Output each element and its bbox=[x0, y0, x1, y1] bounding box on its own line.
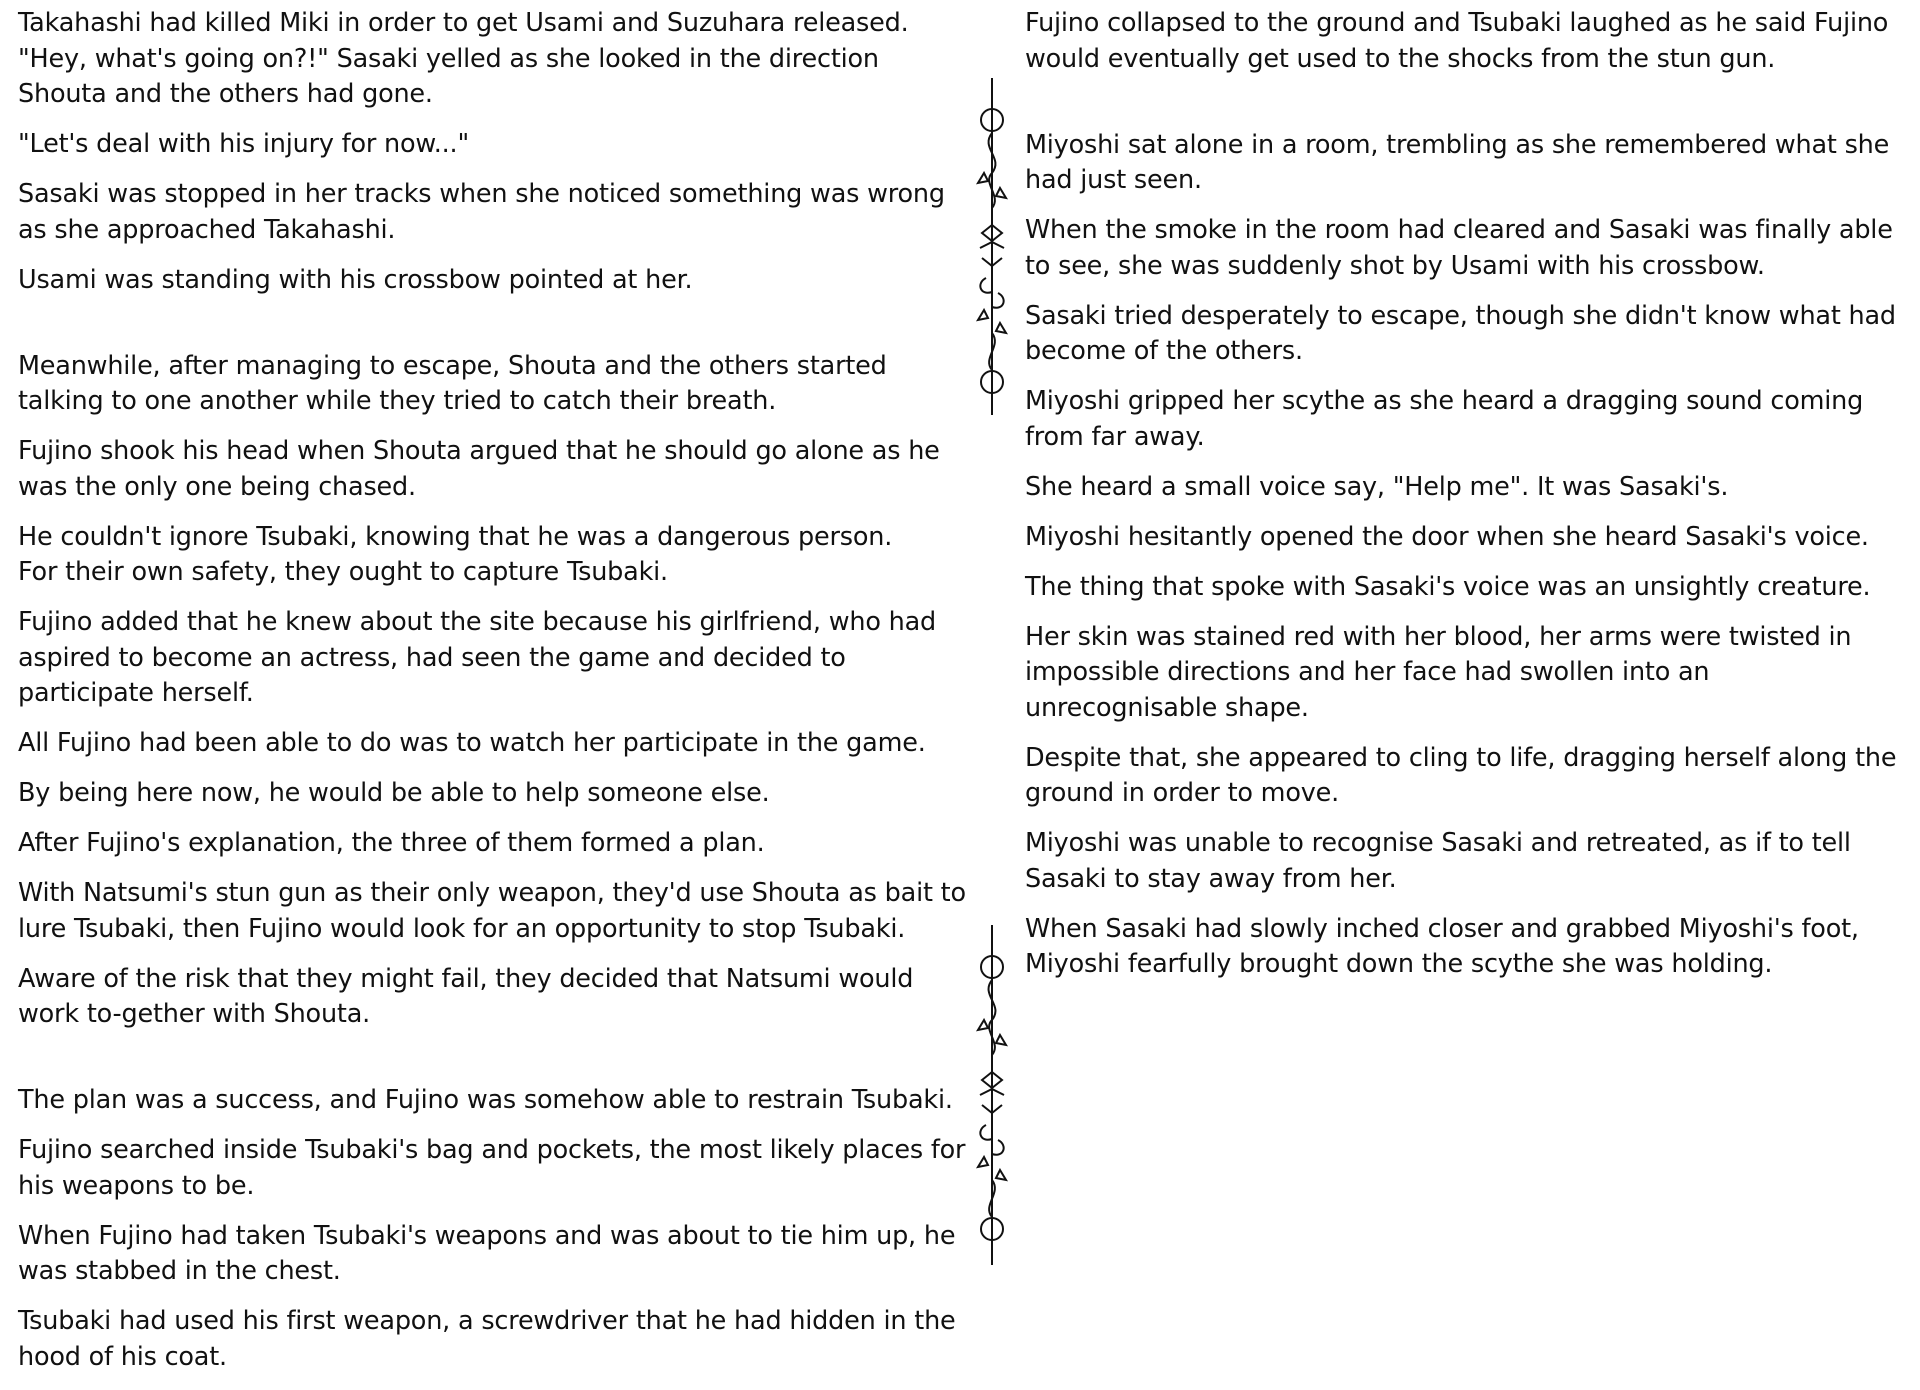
paragraph bbox=[18, 263, 970, 299]
paragraph bbox=[18, 127, 970, 163]
paragraph bbox=[1025, 470, 1905, 506]
paragraph-line: For their own safety, they ought to capture Tsubaki. bbox=[18, 557, 668, 587]
paragraph bbox=[1025, 741, 1905, 812]
paragraph bbox=[18, 349, 970, 420]
vine-divider-bottom-icon bbox=[962, 925, 1022, 1265]
paragraph bbox=[18, 434, 970, 505]
paragraph-line: Takahashi had killed Miki in order to get Usami and Suzuhara released. bbox=[18, 8, 909, 38]
paragraph bbox=[18, 1083, 970, 1119]
paragraph bbox=[18, 6, 970, 113]
paragraph-line: Fujino collapsed to the ground and Tsubaki laughed as he said Fujino would eventually get used to the shocks from the stun gun. bbox=[1025, 8, 1889, 74]
paragraph bbox=[18, 1133, 970, 1204]
paragraph bbox=[1025, 384, 1905, 455]
paragraph-line: Fujino added that he knew about the site because his girlfriend, who had aspired to become an actress, had seen the game and decided to participate herself. bbox=[18, 607, 937, 708]
paragraph-line: Aware of the risk that they might fail, they decided that Natsumi would work to-gether with Shouta. bbox=[18, 963, 914, 1029]
paragraph-line: When Fujino had taken Tsubaki's weapons and was about to tie him up, he was stabbed in the chest. bbox=[18, 1220, 956, 1286]
right-column bbox=[1025, 6, 1905, 997]
paragraph bbox=[1025, 299, 1905, 370]
paragraph-line: The thing that spoke with Sasaki's voice was an unsightly creature. bbox=[1025, 571, 1871, 602]
paragraph-line: Despite that, she appeared to cling to life, dragging herself along the ground in order to move. bbox=[1025, 742, 1897, 808]
paragraph bbox=[18, 776, 970, 812]
paragraph-line: All Fujino had been able to do was to watch her participate in the game. bbox=[18, 728, 926, 758]
paragraph bbox=[1025, 128, 1905, 199]
paragraph-line: Miyoshi was unable to recognise Sasaki and retreated, as if to tell Sasaki to stay away from her. bbox=[1025, 828, 1851, 894]
paragraph-line: Miyoshi sat alone in a room, trembling as she remembered what she had just seen. bbox=[1025, 129, 1890, 195]
paragraph bbox=[18, 876, 970, 947]
paragraph-line: Meanwhile, after managing to escape, Shouta and the others started talking to one another while they tried to catch their breath. bbox=[18, 350, 887, 416]
paragraph-line: The plan was a success, and Fujino was somehow able to restrain Tsubaki. bbox=[18, 1085, 953, 1115]
paragraph-line: Fujino shook his head when Shouta argued that he should go alone as he was the only one being chased. bbox=[18, 436, 940, 502]
paragraph-line: By being here now, he would be able to help someone else. bbox=[18, 778, 770, 808]
paragraph-line: Tsubaki had used his first weapon, a screwdriver that he had hidden in the hood of his coat. bbox=[18, 1306, 956, 1372]
paragraph bbox=[18, 1304, 970, 1375]
paragraph-line: When the smoke in the room had cleared and Sasaki was finally able to see, she was suddenly shot by Usami with his crossbow. bbox=[1025, 215, 1893, 281]
paragraph-line: When Sasaki had slowly inched closer and grabbed Miyoshi's foot, Miyoshi fearfully brought down the scythe she was holding. bbox=[1025, 913, 1859, 979]
paragraph-line: "Hey, what's going on?!" Sasaki yelled as she looked in the direction Shouta and the others had gone. bbox=[18, 43, 879, 109]
paragraph bbox=[1025, 826, 1905, 897]
paragraph-line: She heard a small voice say, "Help me". It was Sasaki's. bbox=[1025, 471, 1729, 502]
paragraph bbox=[1025, 912, 1905, 983]
paragraph bbox=[1025, 620, 1905, 727]
section-gap bbox=[1025, 92, 1905, 128]
paragraph-line: Sasaki was stopped in her tracks when she noticed something was wrong as she approached Takahashi. bbox=[18, 179, 945, 245]
paragraph bbox=[18, 726, 970, 762]
vine-divider-top-icon bbox=[962, 78, 1022, 415]
paragraph-line: With Natsumi's stun gun as their only weapon, they'd use Shouta as bait to lure Tsubaki, then Fujino would look for an opportunity to stop Tsubaki. bbox=[18, 878, 966, 944]
paragraph-line: "Let's deal with his injury for now..." bbox=[18, 129, 469, 159]
paragraph bbox=[18, 520, 970, 591]
paragraph bbox=[18, 1219, 970, 1290]
paragraph-line: He couldn't ignore Tsubaki, knowing that he was a dangerous person. bbox=[18, 521, 893, 552]
section-gap bbox=[18, 1047, 970, 1083]
paragraph-line: After Fujino's explanation, the three of them formed a plan. bbox=[18, 828, 765, 858]
paragraph bbox=[18, 826, 970, 862]
paragraph bbox=[1025, 213, 1905, 284]
paragraph bbox=[18, 177, 970, 248]
paragraph bbox=[1025, 520, 1905, 556]
paragraph bbox=[18, 605, 970, 712]
paragraph bbox=[18, 962, 970, 1033]
section-gap bbox=[18, 313, 970, 349]
left-column bbox=[18, 6, 970, 1390]
paragraph bbox=[1025, 570, 1905, 606]
paragraph-line: Sasaki tried desperately to escape, though she didn't know what had become of the others. bbox=[1025, 300, 1896, 366]
paragraph-line: Miyoshi gripped her scythe as she heard a dragging sound coming from far away. bbox=[1025, 386, 1864, 452]
paragraph bbox=[1025, 6, 1905, 77]
paragraph-line: Her skin was stained red with her blood, her arms were twisted in impossible directions and her face had swollen into an unrecognisable shape. bbox=[1025, 621, 1852, 723]
paragraph-line: Usami was standing with his crossbow pointed at her. bbox=[18, 264, 693, 295]
paragraph-line: Miyoshi hesitantly opened the door when she heard Sasaki's voice. bbox=[1025, 521, 1869, 552]
paragraph-line: Fujino searched inside Tsubaki's bag and pockets, the most likely places for his weapons to be. bbox=[18, 1135, 966, 1201]
